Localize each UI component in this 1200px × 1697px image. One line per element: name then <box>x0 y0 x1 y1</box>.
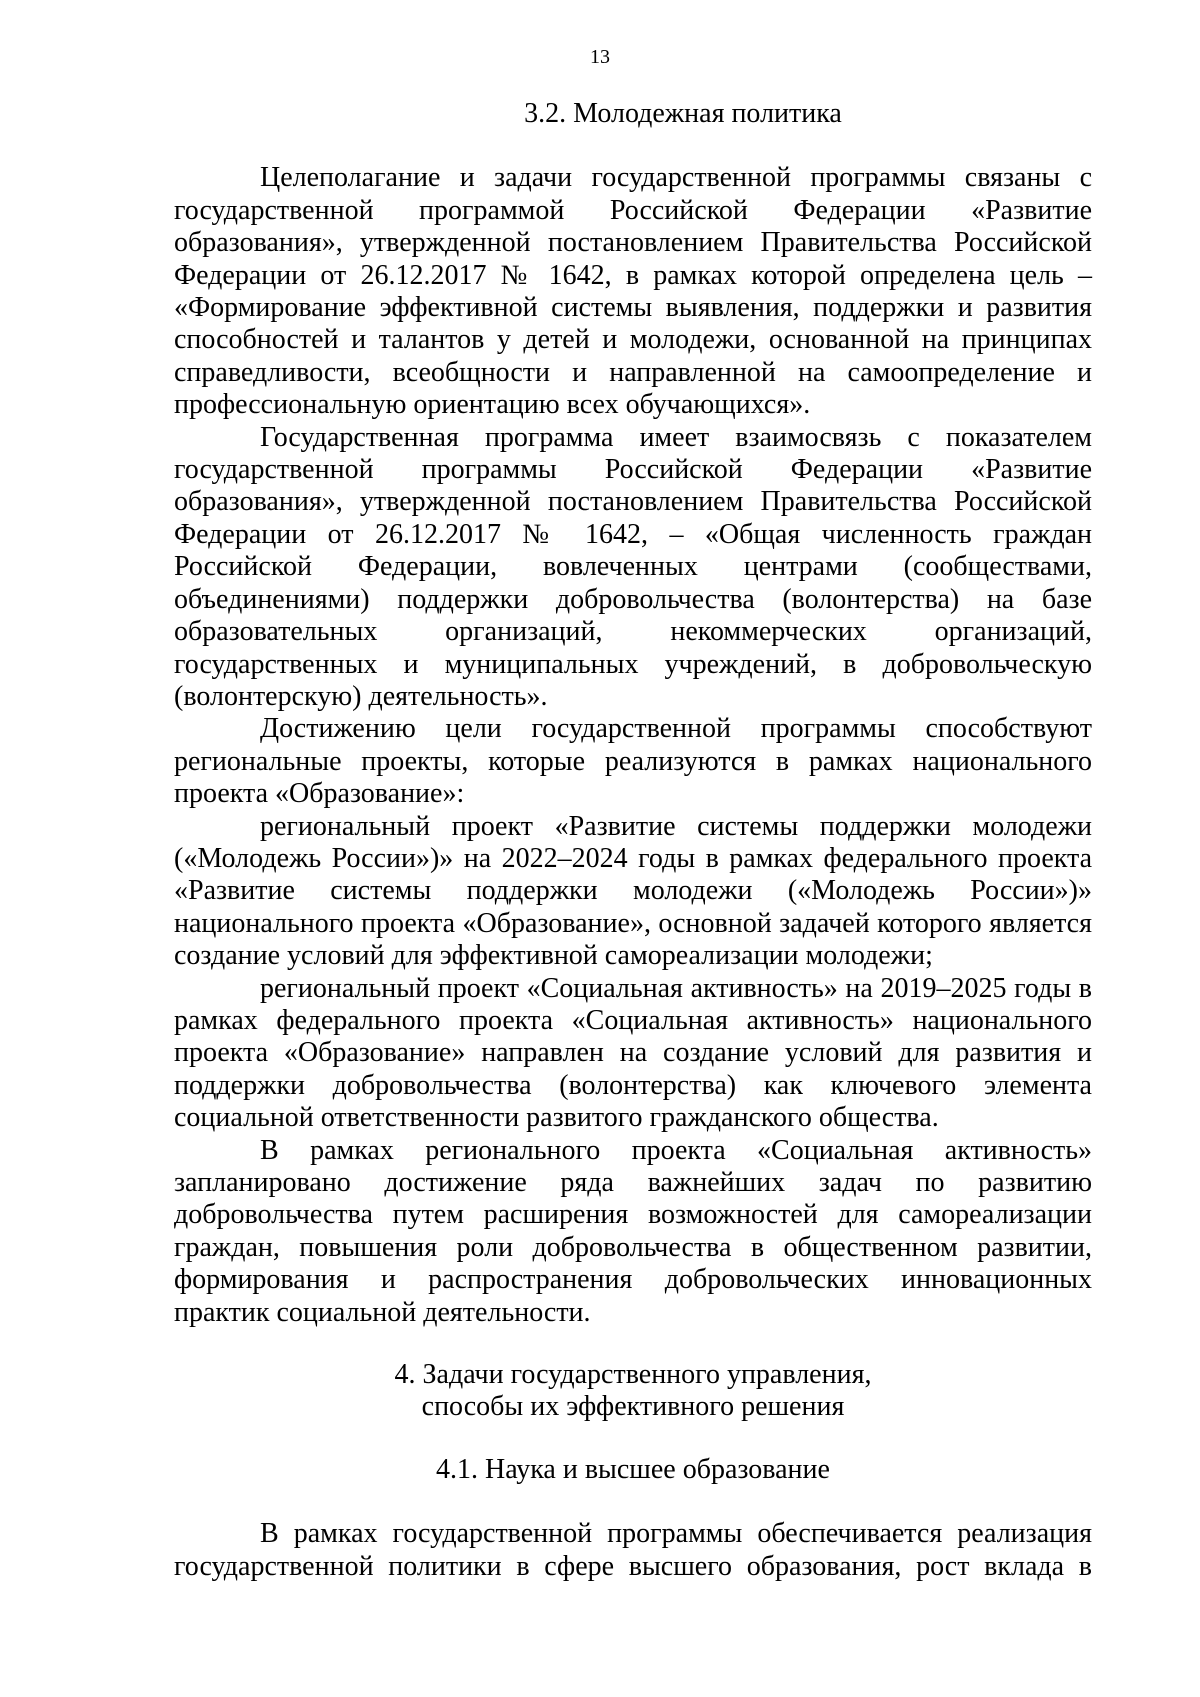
section-heading-science-higher-education: 4.1. Наука и высшее образование <box>436 1453 830 1485</box>
paragraph: Целеполагание и задачи государственной программы связаны с государственной программой Российской Федерации «Развитие образования», утвержденной постановлением Правительства Российской Федерации от 26.12.2017 № 1642, в рамках которой определена цель – «Формирование эффективной системы выявления, поддержки и развития способностей и талантов у детей и молодежи, основанной на принципах справедливости, всеобщности и направленной на самоопределение и профессиональную ориентацию всех обучающихся». <box>174 162 1092 421</box>
list-item-paragraph: региональный проект «Социальная активность» на 2019–2025 годы в рамках федерального проекта «Социальная активность» национального проекта «Образование» направлен на создание условий для развития и поддержки добровольчества (волонтерства) как ключевого элемента социальной ответственности развитого гражданского общества. <box>174 972 1092 1134</box>
spacer <box>174 1329 1092 1359</box>
paragraph: Достижению цели государственной программы способствуют региональные проекты, которые реализуются в рамках национального проекта «Образование»: <box>174 713 1092 810</box>
section-heading-governance-tasks <box>174 1359 1092 1424</box>
paragraph: Государственная программа имеет взаимосвязь с показателем государственной программы Российской Федерации «Развитие образования», утвержденной постановлением Правительства Российской Федерации от 26.12.2017 № 1642, – «Общая численность граждан Российской Федерации, вовлеченных центрами (сообществами, объединениями) поддержки добровольчества (волонтерства) на базе образовательных организаций, некоммерческих организаций, государственных и муниципальных учреждений, в добровольческую (волонтерскую) деятельность». <box>174 421 1092 712</box>
paragraph: В рамках государственной программы обеспечивается реализация государственной политики в сфере высшего образования, рост вклада в <box>174 1518 1092 1582</box>
section-heading-youth-policy: 3.2. Молодежная политика <box>524 98 842 129</box>
spacer <box>174 1486 1092 1518</box>
spacer <box>174 130 1092 162</box>
document-body <box>174 98 1092 1583</box>
list-item-paragraph: региональный проект «Развитие системы поддержки молодежи («Молодежь России»)» на 2022–2024 годы в рамках федерального проекта «Развитие системы поддержки молодежи («Молодежь России»)» национального проекта «Образование», основной задачей которого является создание условий для эффективной самореализации молодежи; <box>174 810 1092 972</box>
spacer <box>174 1424 1092 1454</box>
heading-line: 4. Задачи государственного управления, <box>394 1359 872 1391</box>
page-number: 13 <box>590 46 610 68</box>
heading-line: способы их эффективного решения <box>421 1391 845 1423</box>
paragraph: В рамках регионального проекта «Социальная активность» запланировано достижение ряда важнейших задач по развитию добровольчества путем расширения возможностей для самореализации граждан, повышения роли добровольчества в общественном развитии, формирования и распространения добровольческих инновационных практик социальной деятельности. <box>174 1134 1092 1328</box>
